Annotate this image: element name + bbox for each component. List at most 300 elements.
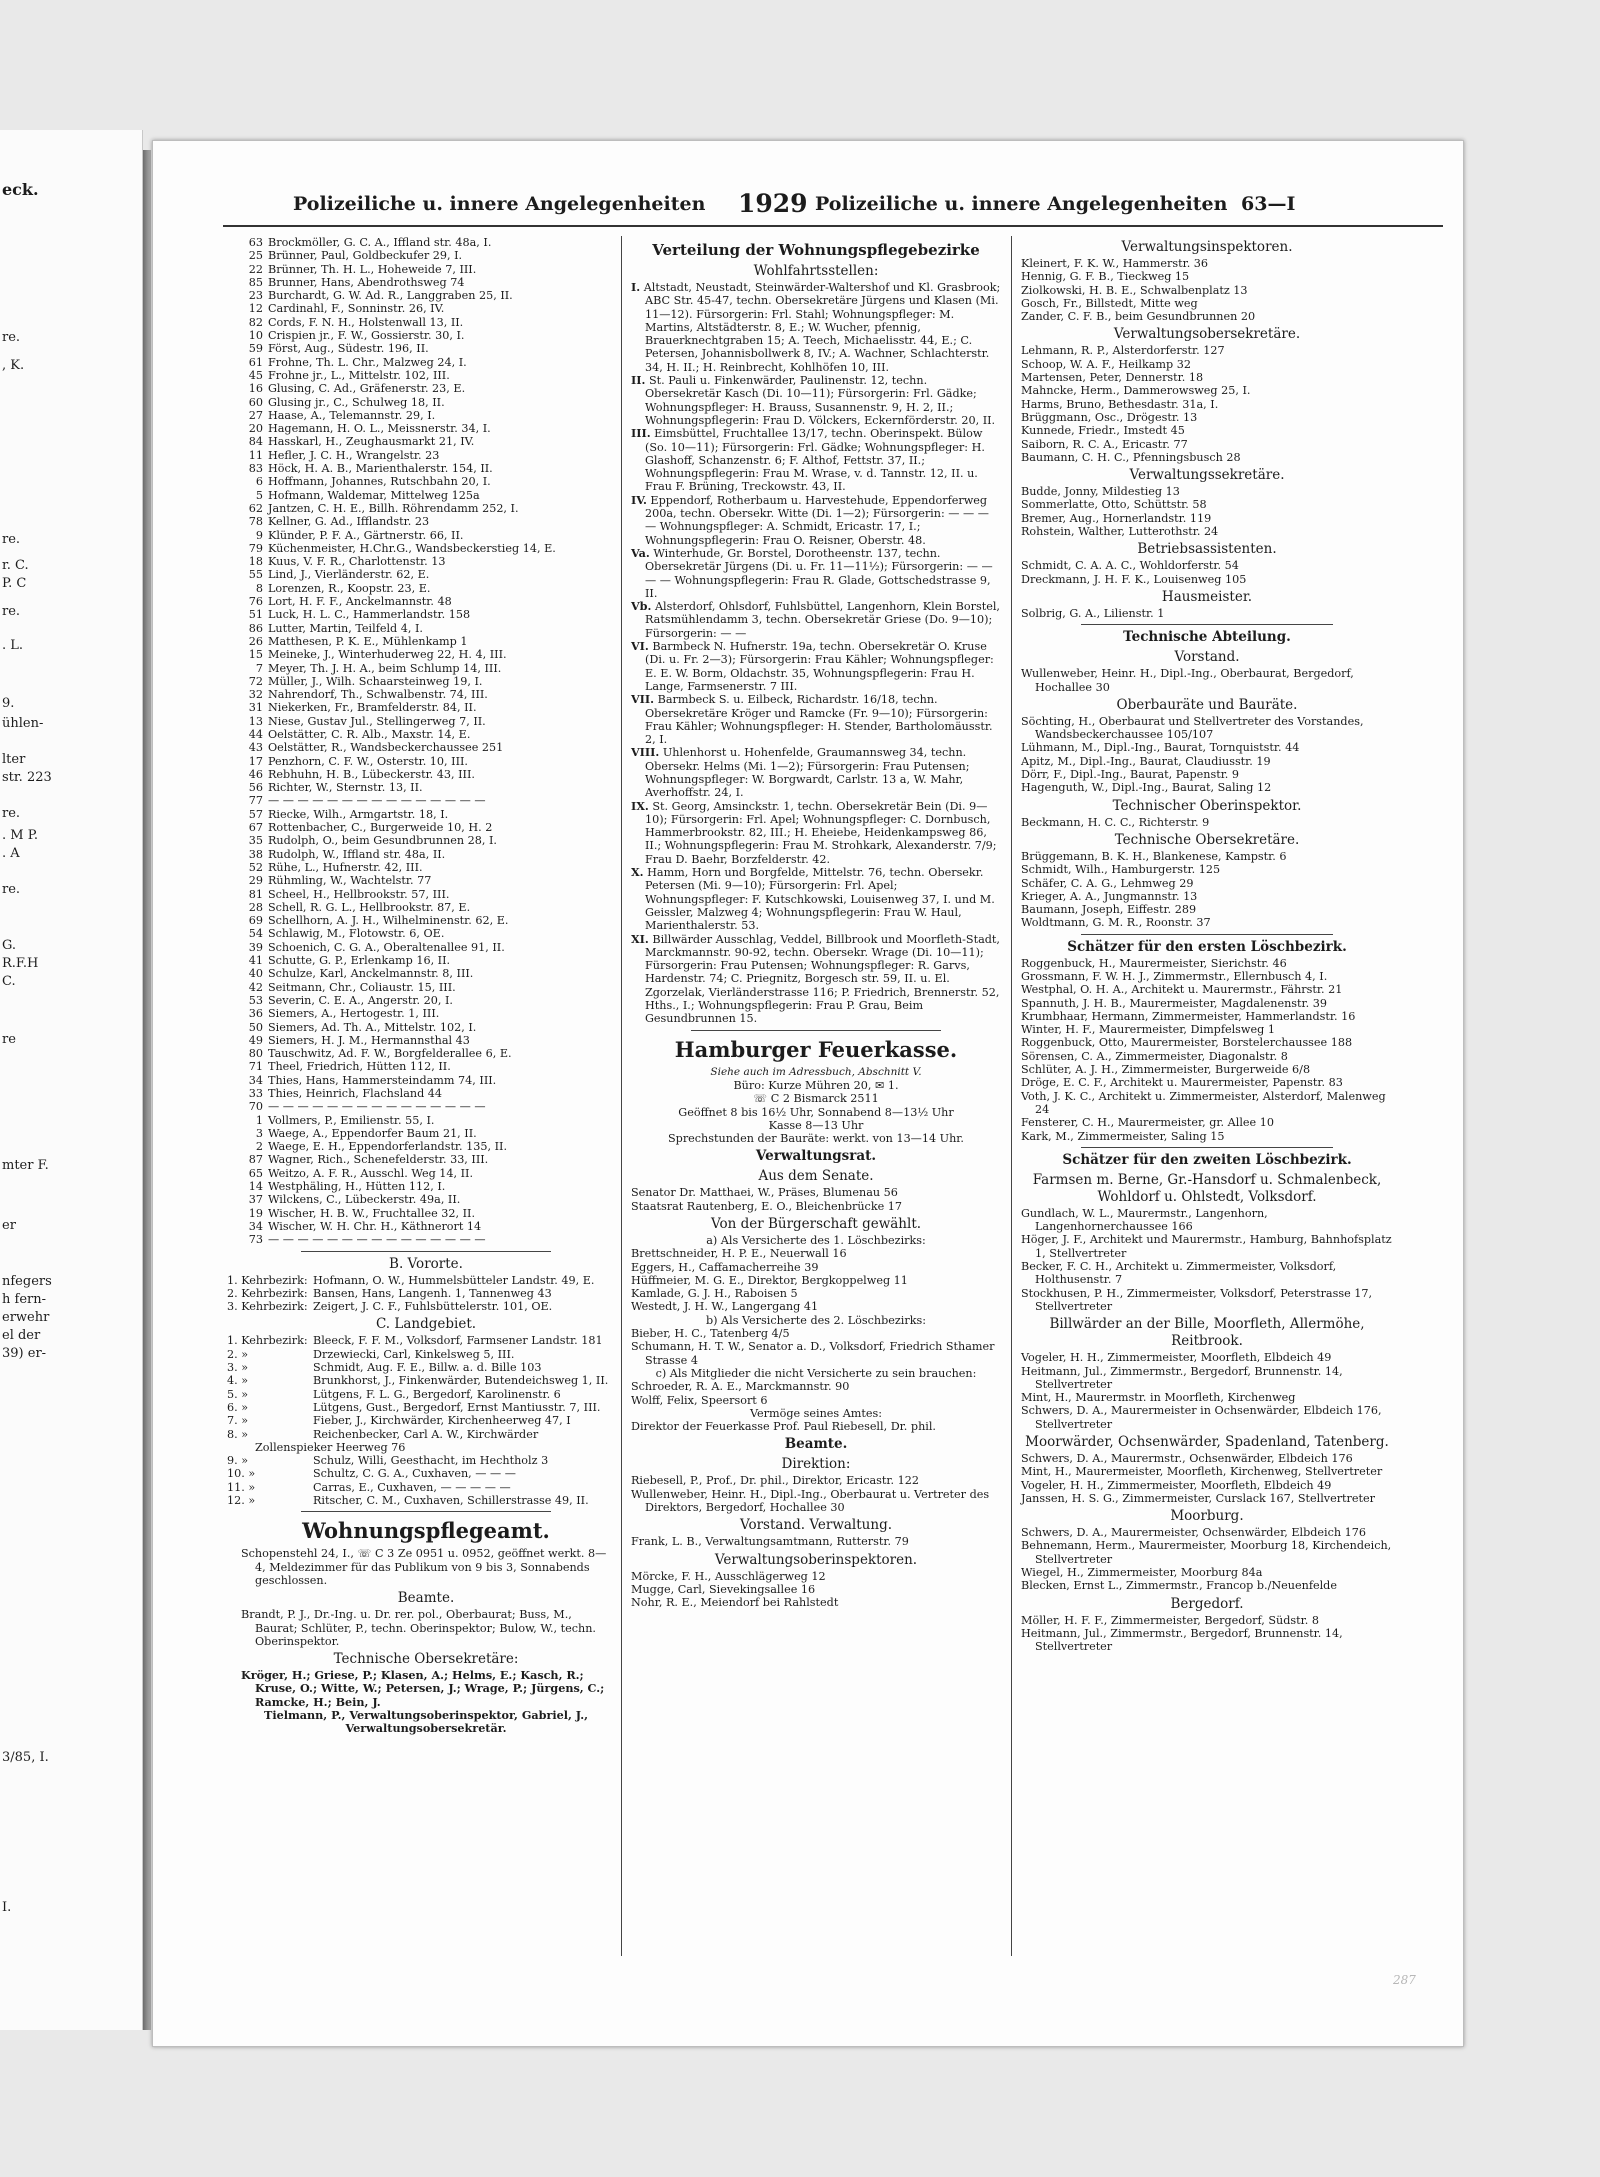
fragment-text: eck. <box>2 180 39 199</box>
entry-text: Cardinahl, F., Sonninstr. 26, IV. <box>268 302 445 316</box>
fragment-text: re. <box>2 330 21 345</box>
entry-number: Vb. <box>631 599 652 614</box>
entry-text: Glusing, C. Ad., Gräfenerstr. 23, E. <box>268 382 466 396</box>
entry-number: 33 <box>248 1087 263 1100</box>
entry-number: 20 <box>248 422 263 436</box>
list-item: Grossmann, F. W. H. J., Zimmermstr., Ellernbusch 4, I. <box>1021 969 1328 983</box>
staff-list <box>1021 850 1393 930</box>
entry-number: I. <box>631 280 641 294</box>
list-item: Sörensen, C. A., Zimmermeister, Diagonalstr. 8 <box>1021 1049 1288 1063</box>
fragment-text: I. <box>2 1900 12 1915</box>
entry-text: Hofmann, Waldemar, Mittelweg 125a <box>268 488 480 502</box>
entry-number: 36 <box>248 1007 263 1021</box>
list-item <box>241 396 611 409</box>
entry-number: 52 <box>248 860 263 874</box>
list-item: Kamlade, G. J. H., Raboisen 5 <box>631 1287 798 1301</box>
list-item <box>241 701 611 714</box>
section-heading: Verwaltungsinspektoren. <box>1121 239 1293 255</box>
list-item: Bremer, Aug., Hornerlandstr. 119 <box>1021 511 1212 525</box>
column-divider <box>621 236 622 1956</box>
entry-text: Richter, W., Sternstr. 13, II. <box>268 781 423 795</box>
section-title: Verteilung der Wohnungspflegebezirke <box>652 241 980 259</box>
section-heading: Moorwärder, Ochsenwärder, Spadenland, Tatenberg. <box>1025 1434 1389 1450</box>
entry-text: Riecke, Wilh., Armgartstr. 18, I. <box>268 807 449 821</box>
entry-text: Lort, H. F. F., Anckelmannstr. 48 <box>268 595 452 609</box>
list-item <box>227 1387 611 1401</box>
entry-text: Eimsbüttel, Fruchtallee 13/17, techn. Oberinspekt. Bülow (So. 10—11); Fürsorgerin: Frl. Gädke; Wohnungspfleger: H. Glashoff, Schanzenstr. 6; F. Althof, Fettstr. 37, II.; Wohnungspflegerin: Frau M. Wrase, v. d. Tannstr. 12, II. u. Frau F. Brüning, Treckowstr. 43, II. <box>645 427 985 494</box>
entry-number: 10 <box>248 329 263 343</box>
list-item <box>241 409 611 422</box>
list-item <box>241 1140 611 1153</box>
entry-number: 26 <box>248 634 263 648</box>
list-item <box>241 595 611 608</box>
fragment-text: re. <box>2 882 21 897</box>
section-heading: Technische Obersekretäre: <box>333 1651 519 1668</box>
fragment-text: , K. <box>2 358 25 373</box>
list-item <box>241 914 611 927</box>
entry-number: 40 <box>248 967 263 981</box>
entry-text: Rudolph, W., Iffland str. 48a, II. <box>268 847 446 861</box>
entry-key: 12. » <box>227 1494 256 1508</box>
list-item: Vogeler, H. H., Zimmermeister, Moorfleth, Elbdeich 49 <box>1021 1351 1332 1365</box>
entry-text: Hoffmann, Johannes, Rutschbahn 20, I. <box>268 475 491 489</box>
list-item: Krieger, A. A., Jungmannstr. 13 <box>1021 889 1198 903</box>
section-heading: Verwaltungsobersekretäre. <box>1113 326 1301 343</box>
entry-text: Scheel, H., Hellbrookstr. 57, III. <box>268 887 450 901</box>
section-heading: C. Landgebiet. <box>375 1316 477 1333</box>
divider <box>301 1511 551 1512</box>
list-item <box>241 967 611 980</box>
adjacent-page-fragment <box>0 130 143 2030</box>
assessors-list <box>1021 1351 1393 1431</box>
entry-key: 5. » <box>227 1387 249 1401</box>
staff-list <box>1021 257 1393 323</box>
entry-text: Rühe, L., Hufnerstr. 42, III. <box>268 860 423 874</box>
list-item <box>241 941 611 954</box>
fragment-text: er <box>2 1218 16 1233</box>
entry-text: Schultz, C. G. A., Cuxhaven, — — — <box>313 1467 516 1481</box>
list-item <box>227 1361 611 1375</box>
list-item <box>241 249 611 262</box>
entry-number: 57 <box>248 807 263 821</box>
chimney-sweep-districts-list <box>241 236 611 1247</box>
list-item <box>241 1114 611 1127</box>
staff-list <box>1021 344 1393 464</box>
members-list <box>631 1247 1001 1313</box>
list-item <box>227 1494 611 1508</box>
entry-text: Siemers, H. J. M., Hermannsthal 43 <box>268 1033 470 1047</box>
entry-number: 43 <box>248 741 263 755</box>
list-item: Schmidt, C. A. A. C., Wohldorferstr. 54 <box>1021 559 1239 573</box>
entry-number: XI. <box>631 931 649 946</box>
entry-key: 3. Kehrbezirk: <box>227 1300 308 1314</box>
list-item <box>241 502 611 515</box>
list-item <box>241 608 611 621</box>
entry-text: Rühmling, W., Wachtelstr. 77 <box>268 874 432 888</box>
entry-number: 53 <box>248 993 263 1007</box>
director-entry: Direktor der Feuerkasse Prof. Paul Riebesell, Dr. phil. <box>631 1420 936 1434</box>
entry-text: Matthesen, P. K. E., Mühlenkamp 1 <box>268 634 468 648</box>
entry-text: St. Pauli u. Finkenwärder, Paulinenstr. 12, techn. Obersekretär Kasch (Di. 10—11); Fürsorgerin: Frl. Gädke; Wohnungspfleger: H. Brauss, Susannenstr. 9, H. 2, II.; Wohnungspflegerin: Frau D. Völckers, Eckernförderstr. 20, II. <box>645 374 996 427</box>
list-item: Gundlach, W. L., Maurermstr., Langenhorn, Langenhornerchaussee 166 <box>1021 1206 1268 1234</box>
list-item: Hennig, G. F. B., Tieckweg 15 <box>1021 270 1190 284</box>
entry-number: 39 <box>248 940 263 954</box>
list-item <box>241 289 611 302</box>
list-item: Schwers, D. A., Maurermeister in Ochsenwärder, Elbdeich 176, Stellvertreter <box>1021 1404 1382 1431</box>
list-item: Brettschneider, H. P. E., Neuerwall 16 <box>631 1247 847 1261</box>
entry-number: 63 <box>248 236 263 249</box>
list-item: Zander, C. F. B., beim Gesundbrunnen 20 <box>1021 310 1256 324</box>
list-item <box>241 329 611 342</box>
entry-text: Vollmers, P., Emilienstr. 55, I. <box>268 1113 435 1127</box>
list-item <box>241 901 611 914</box>
entry-number: 67 <box>248 821 263 835</box>
list-item: Saiborn, R. C. A., Ericastr. 77 <box>1021 437 1188 451</box>
entry-text: Fieber, J., Kirchwärder, Kirchenheerweg 47, I <box>313 1414 571 1428</box>
running-header <box>293 189 1373 219</box>
entry-number: 44 <box>248 727 263 741</box>
entry-number: 72 <box>248 674 263 688</box>
section-subtitle: Wohlfahrtsstellen: <box>753 263 879 279</box>
section-heading: Vorstand. <box>1174 649 1240 666</box>
list-item: Schoop, W. A. F., Heilkamp 32 <box>1021 357 1191 371</box>
list-item <box>241 635 611 648</box>
list-item <box>241 1127 611 1140</box>
entry-number: 70 <box>248 1100 263 1114</box>
list-item <box>241 888 611 901</box>
list-item <box>241 1021 611 1034</box>
divider <box>1081 1147 1333 1148</box>
entry-number: 8 <box>255 581 263 595</box>
list-item: Riebesell, P., Prof., Dr. phil., Direktor, Ericastr. 122 <box>631 1474 919 1488</box>
entry-text: Bleeck, F. F. M., Volksdorf, Farmsener Landstr. 181 <box>313 1334 603 1348</box>
header-page-ref: 63—I <box>1241 193 1296 215</box>
list-item <box>227 1374 611 1388</box>
entry-text: Frohne jr., L., Mittelstr. 102, III. <box>268 368 450 382</box>
entry-number: 42 <box>248 980 263 994</box>
entry-number: 83 <box>248 462 263 476</box>
entry-text: Klünder, P. F. A., Gärtnerstr. 66, II. <box>268 528 464 542</box>
list-item <box>241 768 611 781</box>
vororte-list <box>227 1273 611 1314</box>
entry-text: Burchardt, G. W. Ad. R., Langgraben 25, II. <box>268 289 513 303</box>
entry-text: Theel, Friedrich, Hütten 112, II. <box>268 1060 451 1074</box>
entry-number: 14 <box>248 1180 263 1194</box>
list-item <box>241 369 611 382</box>
cash-hours: Kasse 8—13 Uhr <box>768 1118 864 1132</box>
entry-number: IX. <box>631 798 649 813</box>
entry-text: — — — — — — — — — — — — — — — <box>268 794 486 808</box>
entry-number: 85 <box>248 275 263 289</box>
entry-text: Crispien jr., F. W., Gossierstr. 30, I. <box>268 329 465 343</box>
entry-text: Schmidt, Aug. F. E., Billw. a. d. Bille 103 <box>313 1361 542 1375</box>
entry-number: 12 <box>248 302 263 316</box>
list-item <box>241 1074 611 1087</box>
district-entry <box>631 746 1001 799</box>
entry-number: 76 <box>248 595 263 609</box>
cross-reference: Siehe auch im Adressbuch, Abschnitt V. <box>710 1065 922 1078</box>
entry-text: Lutter, Martin, Teilfeld 4, I. <box>268 621 423 635</box>
list-item <box>241 927 611 940</box>
list-item <box>241 1100 611 1113</box>
list-item: Kark, M., Zimmermeister, Saling 15 <box>1021 1129 1225 1143</box>
staff-list <box>1021 485 1393 538</box>
divider <box>1081 934 1333 935</box>
section-subheading: Farmsen m. Berne, Gr.-Hansdorf u. Schmalenbeck, Wohldorf u. Ohlstedt, Volksdorf. <box>1032 1171 1382 1205</box>
list-item <box>241 622 611 635</box>
assessors-list <box>1021 1526 1393 1592</box>
entry-text: Brunner, Hans, Abendrothsweg 74 <box>268 275 465 289</box>
entry-number: 78 <box>248 515 263 529</box>
entry-text: Wilckens, C., Lübeckerstr. 49a, II. <box>268 1193 461 1207</box>
section-heading: Beamte. <box>784 1436 848 1453</box>
entry-number: 27 <box>248 408 263 422</box>
fragment-text: erwehr <box>2 1310 50 1325</box>
entry-text: Siemers, Ad. Th. A., Mittelstr. 102, I. <box>268 1020 477 1034</box>
entry-number: 15 <box>248 648 263 662</box>
entry-text: Uhlenhorst u. Hohenfelde, Graumannsweg 34, techn. Obersekr. Helms (Mi. 1—2); Fürsorgerin: Frau Putensen; Wohnungspfleger: W. Borgwardt, Carlstr. 13 a, W. Mahr, Averhoffstr. 24, I. <box>645 746 970 800</box>
entry-key: 11. » <box>227 1480 256 1494</box>
list-item <box>241 555 611 568</box>
list-item: Schäfer, C. A. G., Lehmweg 29 <box>1021 876 1194 890</box>
list-item: Mugge, Carl, Sievekingsallee 16 <box>631 1582 816 1596</box>
section-heading: Technische Obersekretäre. <box>1114 831 1300 848</box>
list-item <box>241 981 611 994</box>
list-item <box>241 435 611 448</box>
entry-text: Schulz, Willi, Geesthacht, im Hechtholz 3 <box>313 1454 549 1468</box>
column-2 <box>631 236 1001 1926</box>
district-entry <box>631 494 1001 547</box>
entry-text: Schulze, Karl, Anckelmannstr. 8, III. <box>268 967 474 981</box>
entry-text: Kuus, V. F. R., Charlottenstr. 13 <box>268 555 446 569</box>
entry-number: 49 <box>248 1033 263 1047</box>
entry-text: Haase, A., Telemannstr. 29, I. <box>268 408 436 422</box>
section-heading: Billwärder an der Bille, Moorfleth, Allermöhe, Reitbrook. <box>1049 1316 1365 1350</box>
office-address: Büro: Kurze Mühren 20, ✉ 1. <box>733 1078 899 1092</box>
list-item: Gosch, Fr., Billstedt, Mitte weg <box>1021 296 1198 310</box>
list-item: Lühmann, M., Dipl.-Ing., Baurat, Tornquiststr. 44 <box>1021 741 1300 755</box>
entry-number: 31 <box>248 701 263 715</box>
list-item: Brüggmann, Osc., Drögestr. 13 <box>1021 410 1198 424</box>
entry-number: 84 <box>248 435 263 449</box>
office-address: Schopenstehl 24, I., ☏ C 3 Ze 0951 u. 0952, geöffnet werkt. 8—4, Meldezimmer für das Publikum von 9 bis 3, Sonnabends geschlossen. <box>241 1547 607 1587</box>
entry-text: Wischer, W. H. Chr. H., Käthnerort 14 <box>268 1219 482 1233</box>
section-heading: Verwaltungsoberinspektoren. <box>714 1551 918 1568</box>
list-item: Hagenguth, W., Dipl.-Ing., Baurat, Saling 12 <box>1021 781 1272 795</box>
list-item: Budde, Jonny, Mildestieg 13 <box>1021 485 1180 499</box>
entry-number: 38 <box>248 847 263 861</box>
entry-number: 71 <box>248 1060 263 1074</box>
staff-list <box>1021 715 1393 795</box>
entry-key: 2. Kehrbezirk: <box>227 1286 308 1300</box>
entry-text: Penzhorn, C. F. W., Osterstr. 10, III. <box>268 754 468 768</box>
entry-text: Jantzen, C. H. E., Billh. Röhrendamm 252, I. <box>268 501 519 515</box>
list-item <box>241 794 611 807</box>
entry-text: Alsterdorf, Ohlsdorf, Fuhlsbüttel, Langenhorn, Klein Borstel, Ratsmühlendamm 3, techn. Obersekretär Griese (Do. 9—10); Fürsorgerin: — — <box>645 600 1000 640</box>
entry-text: Hagemann, H. O. L., Meissnerstr. 34, I. <box>268 422 491 436</box>
entry-number: 77 <box>248 794 263 808</box>
entry-text: Kellner, G. Ad., Ifflandstr. 23 <box>268 515 430 529</box>
list-item: Mörcke, F. H., Ausschlägerweg 12 <box>631 1569 826 1583</box>
section-heading: Bergedorf. <box>1170 1595 1244 1612</box>
subgroup-label: Vermöge seines Amtes: <box>749 1406 883 1420</box>
list-item <box>241 382 611 395</box>
list-item: Mint, H., Maurermeister, Moorfleth, Kirchenweg, Stellvertreter <box>1021 1465 1383 1479</box>
entry-text: Küchenmeister, H.Chr.G., Wandsbeckerstieg 14, E. <box>268 541 556 555</box>
list-item <box>241 316 611 329</box>
entry-number: 87 <box>248 1153 263 1167</box>
entry-number: 59 <box>248 342 263 356</box>
list-item <box>227 1300 611 1314</box>
entry-text: Luck, H. L. C., Hammerlandstr. 158 <box>268 608 471 622</box>
district-entry <box>631 800 1001 866</box>
staff-text: Brandt, P. J., Dr.-Ing. u. Dr. rer. pol., Oberbaurat; Buss, M., Baurat; Schlüter, P., techn. Oberinspektor; Bulow, W., techn. Oberinspektor. <box>241 1608 596 1648</box>
list-item: Söchting, H., Oberbaurat und Stellvertreter des Vorstandes, Wandsbeckerchaussee 105/107 <box>1021 714 1364 742</box>
list-item <box>241 821 611 834</box>
entry-number: VIII. <box>631 745 660 760</box>
entry-number: 37 <box>248 1193 263 1207</box>
entry-number: 11 <box>248 448 263 462</box>
section-title: Hamburger Feuerkasse. <box>674 1036 958 1062</box>
entry-number: 5 <box>255 488 263 502</box>
list-item <box>227 1334 611 1348</box>
entry-number: III. <box>631 426 651 441</box>
list-item: Wullenweber, Heinr. H., Dipl.-Ing., Oberbaurat u. Vertreter des Direktors, Bergedorf, Hochallee 30 <box>631 1487 990 1515</box>
list-item: Behnemann, Herm., Maurermeister, Moorburg 18, Kirchendeich, Stellvertreter <box>1021 1539 1392 1566</box>
list-item: Solbrig, G. A., Lilienstr. 1 <box>1021 606 1165 620</box>
entry-number: 46 <box>248 767 263 781</box>
entry-number: 29 <box>248 874 263 888</box>
section-heading: Vorstand. Verwaltung. <box>739 1517 893 1534</box>
list-item <box>241 741 611 754</box>
entry-text: Niekerken, Fr., Bramfelderstr. 84, II. <box>268 701 477 715</box>
entry-number: 35 <box>248 834 263 848</box>
list-item: Woldtmann, G. M. R., Roonstr. 37 <box>1021 916 1211 930</box>
list-item <box>227 1286 611 1300</box>
list-item: Janssen, H. S. G., Zimmermeister, Curslack 167, Stellvertreter <box>1021 1491 1375 1505</box>
list-item <box>241 356 611 369</box>
entry-text: Brockmöller, G. C. A., Iffland str. 48a, I. <box>268 236 492 249</box>
column-1 <box>227 236 611 1996</box>
entry-number: 32 <box>248 688 263 702</box>
fragment-text: 3/85, I. <box>2 1750 49 1765</box>
entry-text: Meyer, Th. J. H. A., beim Schlump 14, III. <box>268 661 502 675</box>
entry-text: — — — — — — — — — — — — — — — <box>268 1100 486 1114</box>
entry-number: X. <box>631 865 644 880</box>
fragment-text: re <box>2 1032 16 1047</box>
entry-number: 13 <box>248 714 263 728</box>
list-item: Schwers, D. A., Maurermeister, Ochsenwärder, Elbdeich 176 <box>1021 1526 1366 1540</box>
entry-number: 51 <box>248 608 263 622</box>
entry-number: 82 <box>248 315 263 329</box>
list-item <box>241 1193 611 1206</box>
list-item: Hüffmeier, M. G. E., Direktor, Bergkoppelweg 11 <box>631 1273 908 1287</box>
entry-number: 34 <box>248 1073 263 1087</box>
list-item <box>241 954 611 967</box>
list-item: Lehmann, R. P., Alsterdorferstr. 127 <box>1021 344 1225 358</box>
list-item: Westphal, O. H. A., Architekt u. Maurermstr., Fährstr. 21 <box>1021 983 1343 997</box>
list-item: Roggenbuck, Otto, Maurermeister, Borstelerchaussee 188 <box>1021 1036 1353 1050</box>
entry-number: 65 <box>248 1166 263 1180</box>
list-item <box>241 834 611 847</box>
entry-number: 25 <box>248 249 263 263</box>
entry-text: Schell, R. G. L., Hellbrookstr. 87, E. <box>268 900 471 914</box>
list-item: Dörr, F., Dipl.-Ing., Baurat, Papenstr. 9 <box>1021 768 1240 782</box>
list-item: Schwers, D. A., Maurermstr., Ochsenwärder, Elbdeich 176 <box>1021 1452 1353 1465</box>
entry-number: 50 <box>248 1020 263 1034</box>
entry-number: IV. <box>631 492 647 507</box>
entry-key: 10. » <box>227 1467 256 1481</box>
entry-number: 69 <box>248 914 263 928</box>
list-item: Becker, F. C. H., Architekt u. Zimmermeister, Volksdorf, Holthusenstr. 7 <box>1021 1260 1337 1287</box>
entry-number: 2 <box>255 1140 263 1154</box>
list-item <box>241 449 611 462</box>
list-item: Stockhusen, P. H., Zimmermeister, Volksdorf, Peterstrasse 17, Stellvertreter <box>1021 1286 1373 1313</box>
list-item: Schlüter, A. J. H., Zimmermeister, Burgerweide 6/8 <box>1021 1063 1311 1077</box>
inspectors-list <box>631 1570 1001 1610</box>
list-item <box>227 1454 611 1468</box>
entry-key: 9. » <box>227 1454 249 1468</box>
assessors-list <box>1021 1207 1393 1313</box>
section-heading: B. Vororte. <box>389 1255 463 1272</box>
list-item: Kleinert, F. K. W., Hammerstr. 36 <box>1021 257 1209 270</box>
list-item: Spannuth, J. H. B., Maurermeister, Magdalenenstr. 39 <box>1021 996 1328 1010</box>
list-item: Staatsrat Rautenberg, E. O., Bleichenbrücke 17 <box>631 1199 903 1213</box>
list-item: Schmidt, Wilh., Hamburgerstr. 125 <box>1021 863 1221 877</box>
entry-number: 17 <box>248 754 263 768</box>
entry-text: Schutte, G. P., Erlenkamp 16, II. <box>268 954 451 968</box>
list-item: Senator Dr. Matthaei, W., Präses, Blumenau 56 <box>631 1186 898 1200</box>
list-item <box>241 1233 611 1246</box>
list-item: Frank, L. B., Verwaltungsamtmann, Rutterstr. 79 <box>631 1535 909 1549</box>
list-item: Möller, H. F. F., Zimmermeister, Bergedorf, Südstr. 8 <box>1021 1613 1320 1627</box>
entry-number: 28 <box>248 900 263 914</box>
entry-number: Va. <box>631 545 650 560</box>
list-item <box>241 1034 611 1047</box>
handwritten-note: 287 <box>1393 1973 1416 1987</box>
section-heading: Aus dem Senate. <box>758 1168 874 1185</box>
list-item <box>241 542 611 555</box>
entry-text: Severin, C. E. A., Angerstr. 20, I. <box>268 993 453 1007</box>
entry-text: Hamm, Horn und Borgfelde, Mittelstr. 76, techn. Obersekr. Petersen (Mi. 9—10); Fürsorgerin: Frl. Apel; Wohnungspfleger: F. Kutschkowski, Louisenweg 37, I. und M. Geissler, Malzweg 4; Wohnungspflegerin: Frau W. Haul, Marienthalerstr. 53. <box>645 866 995 933</box>
fragment-text: 39) er- <box>2 1346 47 1361</box>
list-item <box>241 582 611 595</box>
list-item: Martensen, Peter, Dennerstr. 18 <box>1021 371 1204 385</box>
list-item <box>241 1180 611 1193</box>
list-item: Wullenweber, Heinr. H., Dipl.-Ing., Oberbaurat, Bergedorf, Hochallee 30 <box>1021 667 1354 694</box>
list-item <box>241 276 611 289</box>
list-item <box>241 808 611 821</box>
list-item <box>241 1047 611 1060</box>
entry-number: 62 <box>248 501 263 515</box>
list-item: Dröge, E. C. F., Architekt u. Maurermeister, Papenstr. 83 <box>1021 1076 1343 1090</box>
divider <box>301 1251 551 1252</box>
fragment-text: lter <box>2 752 26 767</box>
members-list <box>631 1380 1001 1407</box>
list-item <box>241 848 611 861</box>
entry-text: Meineke, J., Winterhuderweg 22, H. 4, III. <box>268 648 507 662</box>
list-item <box>241 1087 611 1100</box>
entry-text: Cords, F. N. H., Holstenwall 13, II. <box>268 315 464 329</box>
section-heading: Verwaltungsrat. <box>755 1148 877 1165</box>
list-item <box>227 1273 611 1287</box>
fragment-text: . A <box>2 846 20 861</box>
list-item: Westedt, J. H. W., Langergang 41 <box>631 1300 819 1314</box>
entry-key: 3. » <box>227 1361 249 1375</box>
entry-text: Zeigert, J. C. F., Fuhlsbüttelerstr. 101, OE. <box>313 1300 553 1314</box>
district-entry <box>631 547 1001 600</box>
entry-key: 2. » <box>227 1347 249 1361</box>
